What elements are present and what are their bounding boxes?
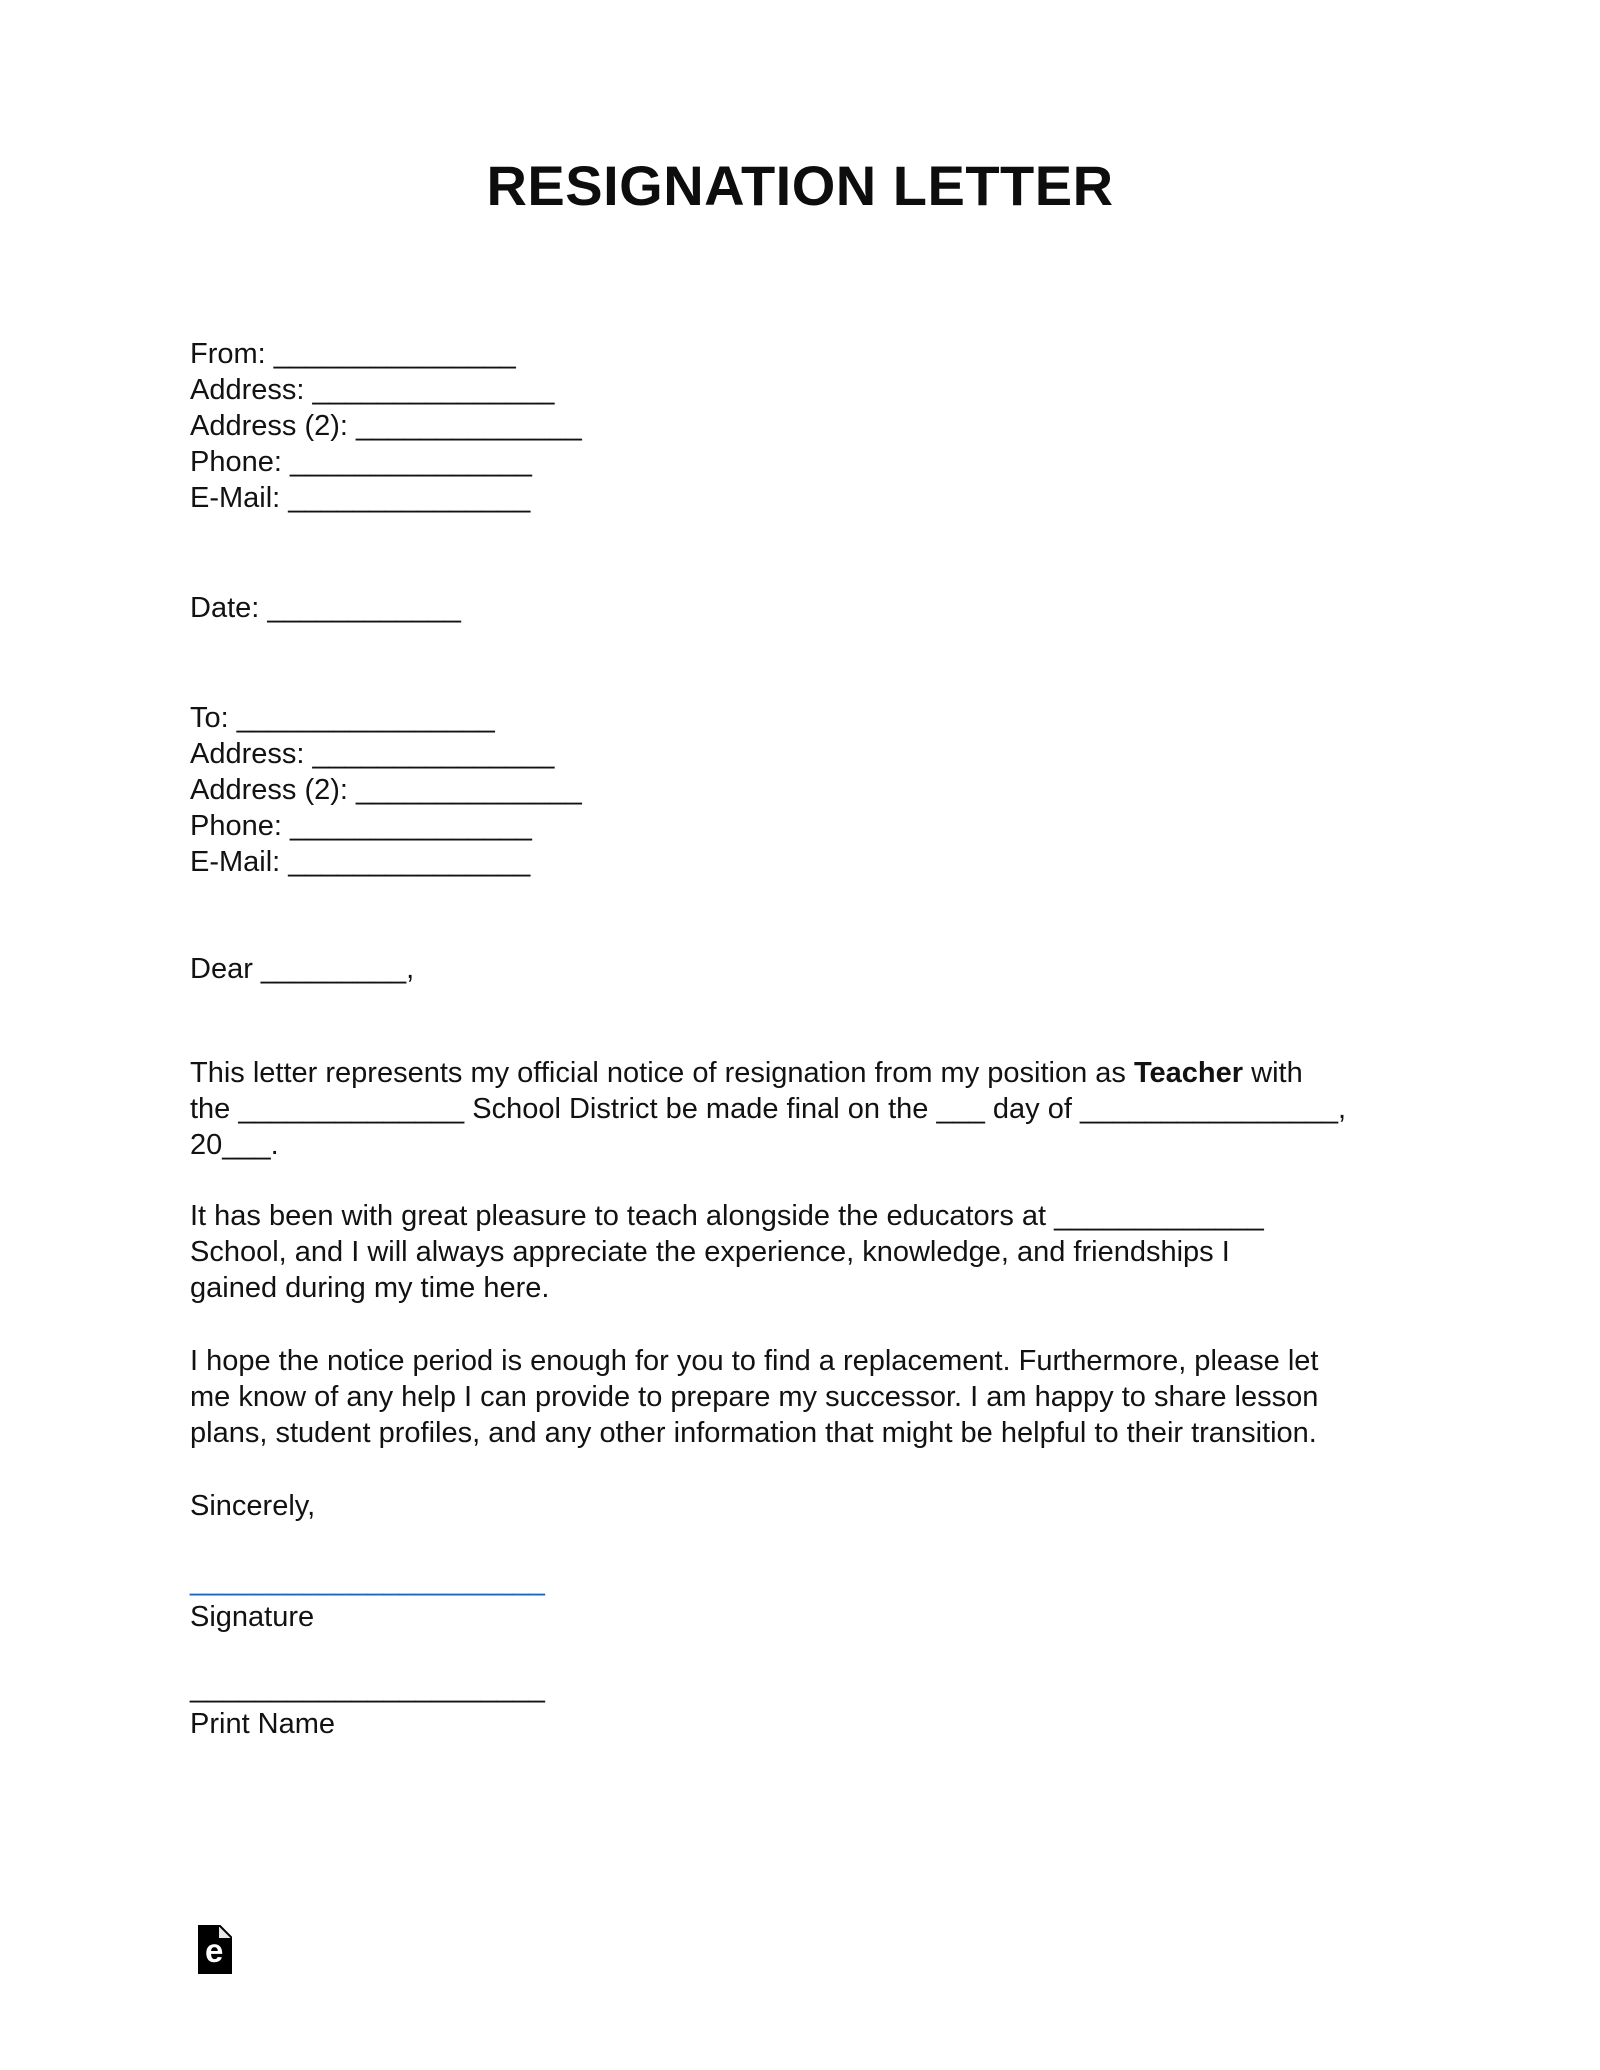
paragraph1-line1-post: with <box>1243 1057 1303 1089</box>
recipient-to-line: To: ________________ <box>190 702 495 734</box>
recipient-address-line: Address: _______________ <box>190 738 555 770</box>
sender-address-line: Address: _______________ <box>190 374 555 406</box>
signature-line: ______________________ <box>190 1565 545 1597</box>
date-line: Date: ____________ <box>190 592 461 624</box>
sender-address2-line: Address (2): ______________ <box>190 410 582 442</box>
paragraph3-line2: me know of any help I can provide to prepare my successor. I am happy to share lesson <box>190 1381 1319 1413</box>
eforms-document-icon <box>198 1925 232 1974</box>
page-title: RESIGNATION LETTER <box>486 154 1114 217</box>
salutation-line: Dear _________, <box>190 953 415 985</box>
body-paragraph-1 <box>190 1055 1346 1163</box>
signature-block <box>190 1563 545 1635</box>
sender-from-line: From: _______________ <box>190 338 516 370</box>
recipient-address2-line: Address (2): ______________ <box>190 774 582 806</box>
eforms-logo-letter: e <box>205 1932 224 1969</box>
eforms-logo <box>198 1925 232 1974</box>
recipient-info-block <box>190 700 582 880</box>
paragraph1-line2: the ______________ School District be made final on the ___ day of ________________, <box>190 1093 1347 1125</box>
paragraph1-position-bold: Teacher <box>1133 1057 1244 1089</box>
recipient-phone-line: Phone: _______________ <box>190 810 532 842</box>
paragraph1-line1-pre: This letter represents my official notice of resignation from my position as <box>190 1057 1134 1089</box>
body-paragraph-3 <box>190 1343 1318 1451</box>
paragraph1-line3: 20___. <box>190 1129 279 1161</box>
paragraph2-line1: It has been with great pleasure to teach alongside the educators at _____________ <box>190 1200 1264 1232</box>
sender-email-line: E-Mail: _______________ <box>190 482 531 514</box>
body-paragraph-2 <box>190 1198 1264 1306</box>
sender-phone-line: Phone: _______________ <box>190 446 532 478</box>
print-name-label: Print Name <box>190 1708 336 1740</box>
paragraph1-line1 <box>190 1055 1346 1091</box>
recipient-email-line: E-Mail: _______________ <box>190 846 531 878</box>
closing-line: Sincerely, <box>190 1490 316 1522</box>
paragraph3-line3: plans, student profiles, and any other information that might be helpful to their transition. <box>190 1417 1317 1449</box>
sender-info-block <box>190 336 582 516</box>
paragraph2-line2: School, and I will always appreciate the experience, knowledge, and friendships I <box>190 1236 1230 1268</box>
print-name-line: ______________________ <box>190 1672 545 1704</box>
print-name-block <box>190 1670 545 1742</box>
signature-label: Signature <box>190 1601 315 1633</box>
paragraph3-line1: I hope the notice period is enough for you to find a replacement. Furthermore, please let <box>190 1345 1319 1377</box>
paragraph2-line3: gained during my time here. <box>190 1272 550 1304</box>
